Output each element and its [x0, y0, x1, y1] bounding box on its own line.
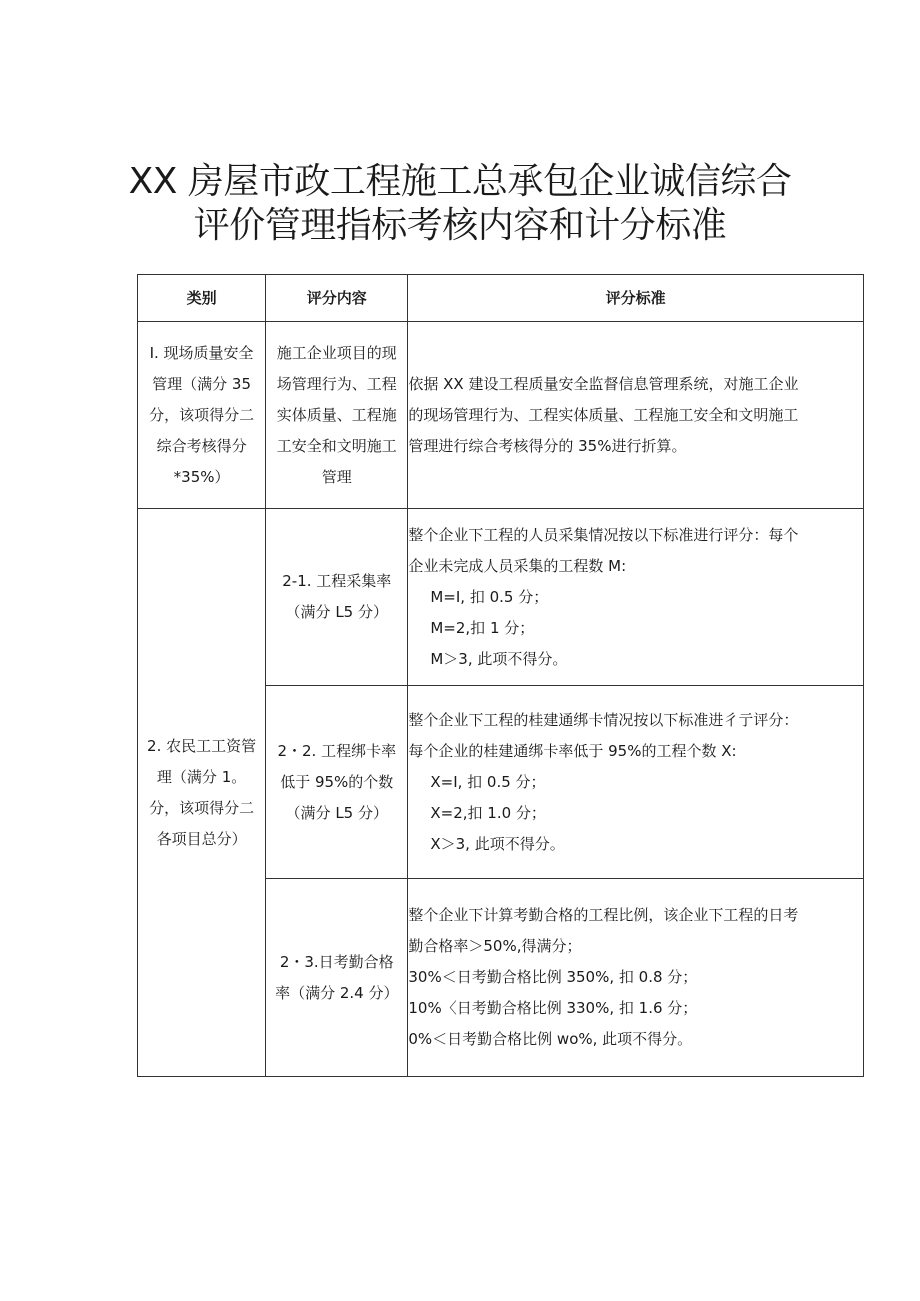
standard-line: 30%＜日考勤合格比例 350%, 扣 0.8 分； — [408, 968, 698, 986]
standard-line: 依据 XX 建设工程质量安全监督信息管理系统，对施工企业 — [408, 374, 799, 393]
content-line: 场管理行为、工程 — [276, 374, 397, 393]
standard-line: 10%〈日考勤合格比例 330%, 扣 1.6 分； — [408, 999, 698, 1017]
content-line: 管理 — [321, 467, 352, 486]
rule-line: X=I, 扣 0.5 分； — [430, 772, 546, 791]
title-line-1: XX 房屋市政工程施工总承包企业诚信综合 — [128, 161, 792, 202]
category-line: *35%） — [173, 467, 230, 486]
category-cell — [138, 322, 266, 509]
table-row — [138, 509, 864, 686]
content-cell — [266, 879, 408, 1077]
standard-line: 管理进行综合考核得分的 35%进行折算。 — [408, 436, 687, 455]
standard-cell — [408, 879, 864, 1077]
category-line: 分，该项得分二 — [149, 798, 255, 817]
rule-line: X=2,扣 1.0 分； — [430, 803, 546, 822]
standard-cell — [408, 686, 864, 879]
content-line: （满分 L5 分） — [285, 603, 388, 621]
table-row — [138, 322, 864, 509]
standard-cell — [408, 509, 864, 686]
standard-line: 的现场管理行为、工程实体质量、工程施工安全和文明施工 — [408, 405, 799, 424]
rule-line: X＞3, 此项不得分。 — [430, 834, 565, 853]
standard-line: 整个企业下计算考勤合格的工程比例，该企业下工程的日考 — [408, 906, 799, 924]
standard-line: 整个企业下工程的桂建通绑卡情况按以下标准进彳亍评分： — [408, 710, 799, 729]
category-line: 分，该项得分二 — [149, 405, 255, 424]
content-line: 2・3.日考勤合格 — [279, 952, 394, 971]
content-line: 施工企业项目的现 — [276, 343, 397, 362]
content-cell — [266, 509, 408, 686]
standard-line: 企业未完成人员采集的工程数 M: — [408, 556, 627, 575]
standard-cell — [408, 322, 864, 509]
rule-line: M=I, 扣 0.5 分； — [430, 587, 549, 606]
content-line: （满分 L5 分） — [285, 803, 388, 822]
standard-line: 每个企业的桂建通绑卡率低于 95%的工程个数 X: — [408, 741, 737, 760]
content-line: 低于 95%的个数 — [280, 772, 394, 791]
content-line: 工安全和文明施工 — [276, 436, 397, 455]
category-cell — [138, 509, 266, 1077]
content-line: 2-1. 工程采集率 — [282, 572, 392, 590]
content-line: 实体质量、工程施 — [276, 405, 397, 424]
standard-line: 0%＜日考勤合格比例 wo%, 此项不得分。 — [408, 1030, 693, 1048]
header-content: 评分内容 — [266, 275, 408, 322]
category-line: 各项目总分） — [156, 829, 247, 848]
category-line: 理（满分 1。 — [156, 767, 247, 786]
rule-line: M＞3, 此项不得分。 — [430, 649, 568, 668]
rule-line: M=2,扣 1 分； — [430, 618, 535, 637]
category-line: I. 现场质量安全 — [149, 343, 254, 362]
table-header-row — [138, 275, 864, 322]
content-line: 2・2. 工程绑卡率 — [277, 741, 397, 760]
header-category: 类别 — [138, 275, 266, 322]
content-cell — [266, 322, 408, 509]
content-line: 率（满分 2.4 分） — [275, 983, 399, 1002]
standard-line: 整个企业下工程的人员采集情况按以下标准进行评分：每个 — [408, 525, 799, 544]
document-title — [0, 160, 920, 248]
scoring-table — [137, 274, 864, 1077]
category-line: 管理（满分 35 — [152, 374, 252, 393]
title-line-2: 评价管理指标考核内容和计分标准 — [193, 205, 727, 246]
content-cell — [266, 686, 408, 879]
standard-line: 勤合格率＞50%,得满分； — [408, 937, 582, 955]
header-standard: 评分标准 — [408, 275, 864, 322]
category-line: 综合考核得分 — [156, 436, 247, 455]
category-line: 2. 农民工工资管 — [147, 736, 257, 755]
